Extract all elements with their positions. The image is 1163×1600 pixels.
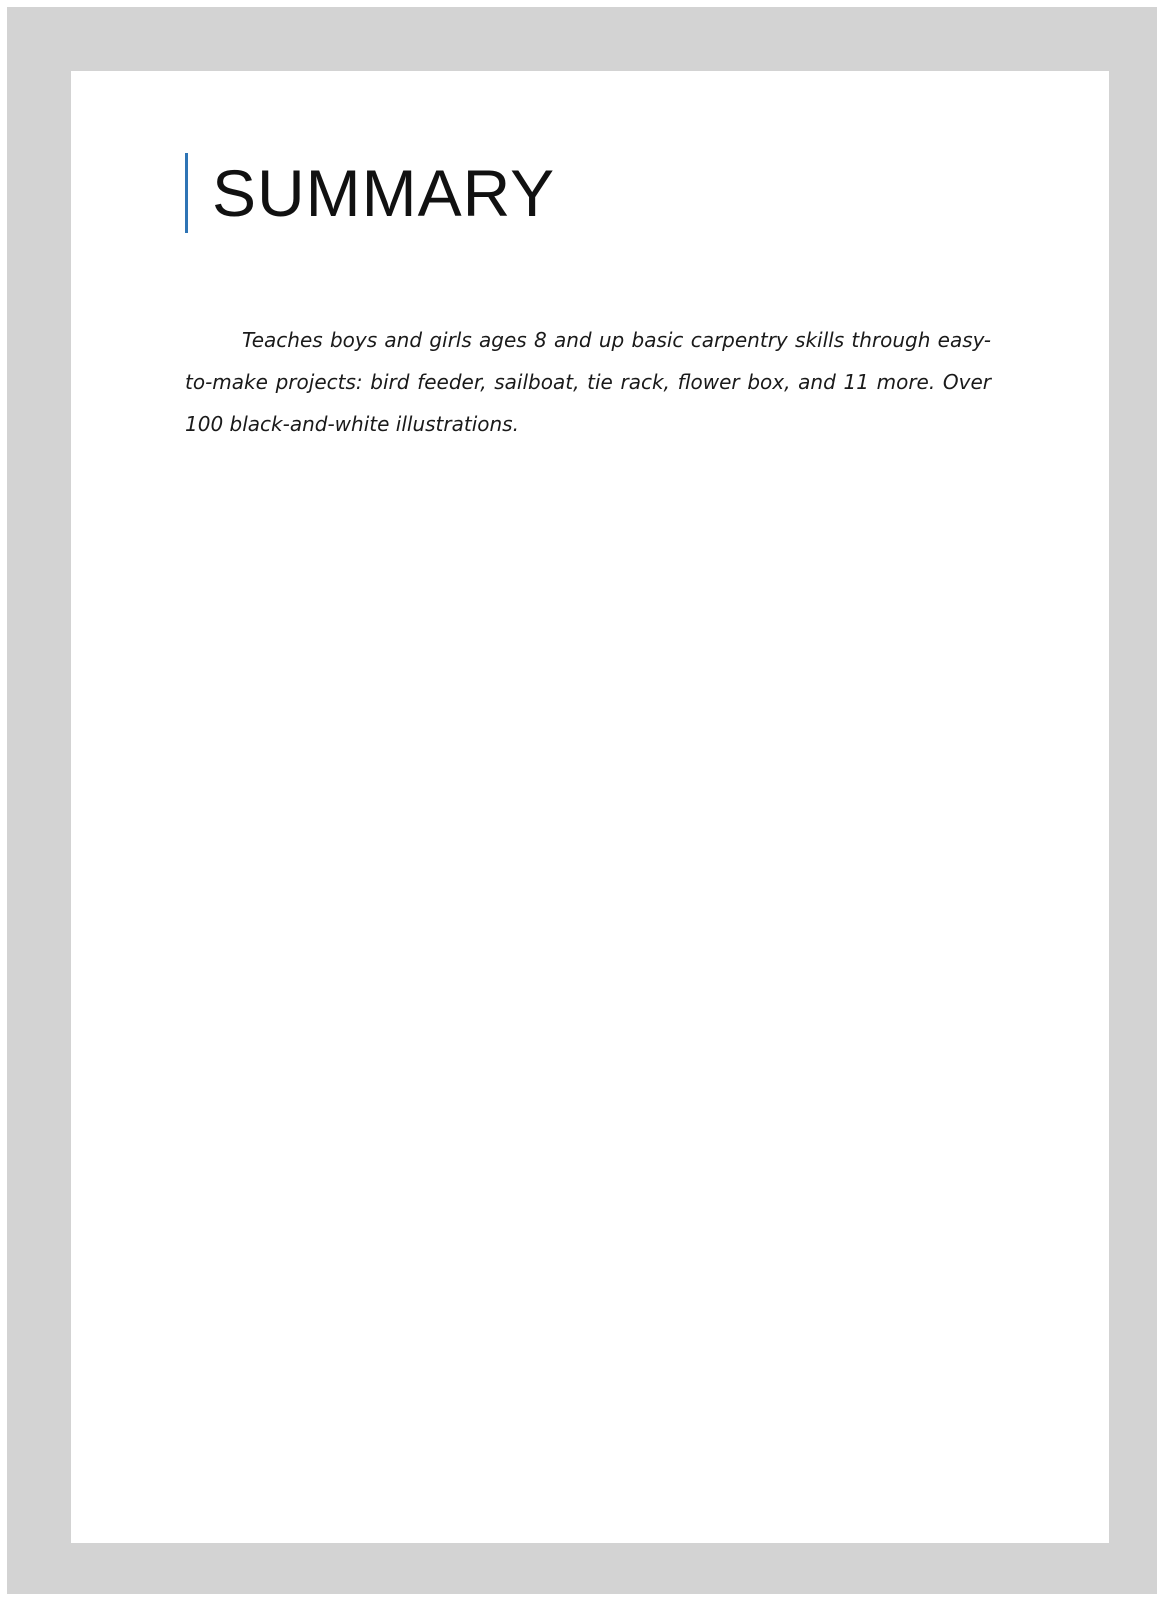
document-page (71, 71, 1109, 1543)
heading-block (185, 153, 555, 233)
summary-paragraph: Teaches boys and girls ages 8 and up basic carpentry skills through easy-to-make projects: bird feeder, sailboat, tie rack, flower box, and 11 more. Over 100 black-and-white illustrations. (185, 328, 991, 436)
page-title: SUMMARY (212, 156, 556, 230)
viewer-background (7, 7, 1157, 1594)
heading-accent-bar (185, 153, 188, 233)
